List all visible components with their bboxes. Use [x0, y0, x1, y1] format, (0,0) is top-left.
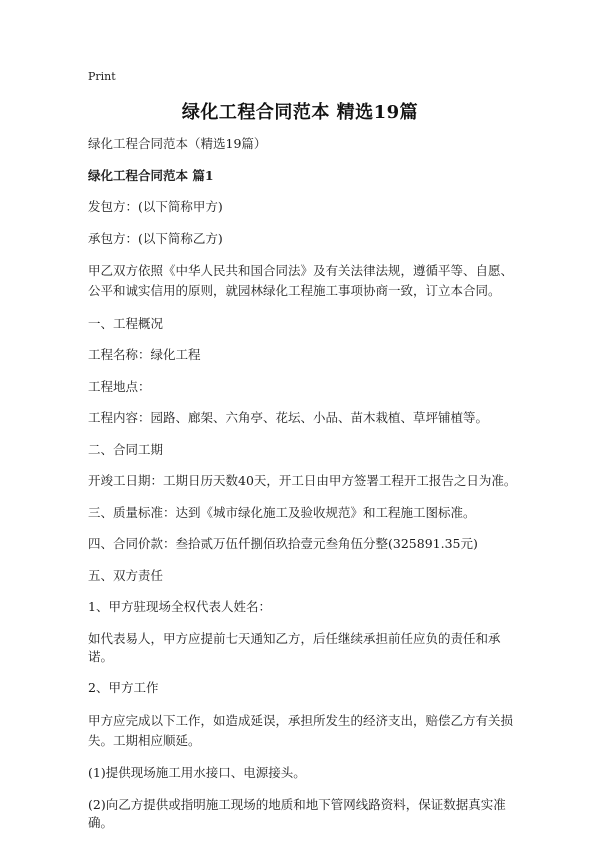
paragraph: 工程内容：园路、廊架、六角亭、花坛、小品、苗木栽植、草坪铺植等。 — [88, 410, 489, 425]
paragraph: 甲乙双方依照《中华人民共和国合同法》及有关法律法规，遵循平等、自愿、公平和诚实信用的原则，就园林绿化工程施工事项协商一致，订立本合同。 — [88, 263, 514, 298]
paragraph: 三、质量标准：达到《城市绿化施工及验收规范》和工程施工图标准。 — [88, 504, 476, 520]
paragraph: (2)向乙方提供或指明施工现场的地质和地下管网线路资料，保证数据真实准确。 — [88, 796, 506, 830]
paragraph: 一、工程概况 — [88, 315, 164, 331]
paragraph: 承包方：(以下简称乙方) — [88, 230, 223, 246]
paragraph: 如代表易人，甲方应提前七天通知乙方，后任继续承担前任应负的责任和承诺。 — [88, 630, 501, 664]
paragraph: 五、双方责任 — [88, 567, 164, 583]
print-label: Print — [88, 70, 116, 83]
paragraph: 2、甲方工作 — [88, 680, 159, 695]
subtitle-paragraph: 绿化工程合同范本（精选19篇） — [88, 136, 267, 151]
paragraph: 二、合同工期 — [88, 441, 164, 457]
section-heading: 绿化工程合同范本 篇1 — [88, 167, 214, 183]
paragraph: 甲方应完成以下工作，如造成延误，承担所发生的经济支出，赔偿乙方有关损失。工期相应顺延。 — [88, 712, 514, 748]
paragraph: 发包方：(以下简称甲方) — [88, 199, 223, 214]
paragraph: 开竣工日期：工期日历天数40天，开工日由甲方签署工程开工报告之日为准。 — [88, 473, 517, 488]
paragraph: (1)提供现场施工用水接口、电源接头。 — [88, 765, 306, 780]
paragraph: 四、合同价款：叁拾贰万伍仟捌佰玖拾壹元叁角伍分整(325891.35元) — [88, 536, 478, 551]
paragraph: 工程名称：绿化工程 — [88, 347, 201, 362]
paragraph: 工程地点： — [88, 378, 151, 394]
page-title: 绿化工程合同范本 精选19篇 — [181, 102, 419, 123]
document-body — [88, 135, 518, 845]
paragraph: 1、甲方驻现场全权代表人姓名： — [88, 599, 271, 614]
